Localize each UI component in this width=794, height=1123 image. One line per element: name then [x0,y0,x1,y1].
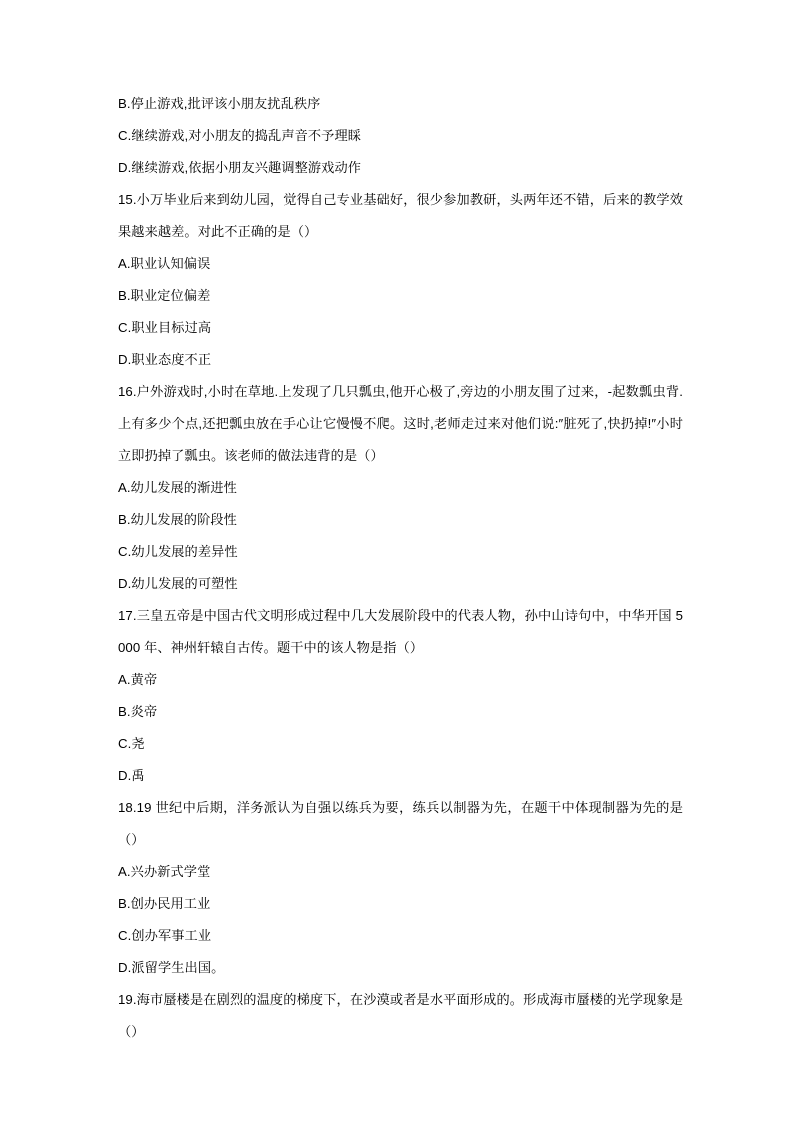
question-stem: 19.海市蜃楼是在剧烈的温度的梯度下，在沙漠或者是水平面形成的。形成海市蜃楼的光学现象是（） [118,992,683,1039]
question-block-17 [118,600,683,792]
option-line: D.幼儿发展的可塑性 [118,576,238,591]
document-body [118,88,683,1048]
option-line: D.继续游戏,依据小朋友兴趣调整游戏动作 [118,160,362,175]
question-stem: 18.19 世纪中后期，洋务派认为自强以练兵为要，练兵以制器为先，在题干中体现制器为先的是（） [118,800,683,847]
option-line: B.幼儿发展的阶段性 [118,512,237,527]
option-line: C.创办军事工业 [118,928,212,943]
question-stem: 15.小万毕业后来到幼儿园，觉得自己专业基础好，很少参加教研，头两年还不错，后来的教学效果越来越差。对此不正确的是（） [118,192,683,239]
option-line: C.继续游戏,对小朋友的捣乱声音不予理睬 [118,128,362,143]
option-line: D.禹 [118,768,145,783]
question-block-16 [118,376,683,600]
question-block-15 [118,184,683,376]
question-stem: 16.户外游戏时,小时在草地.上发现了几只瓢虫,他开心极了,旁边的小朋友围了过来，-起数瓢虫背.上有多少个点,还把瓢虫放在手心让它慢慢不爬。这时,老师走过来对他们说:″脏死了,快扔掉!″小时立即扔掉了瓢虫。该老师的做法违背的是（） [118,384,683,463]
question-block-19 [118,984,683,1048]
option-line: C.幼儿发展的差异性 [118,544,238,559]
option-line: B.停止游戏,批评该小朋友扰乱秩序 [118,96,321,111]
option-line: A.黄帝 [118,672,158,687]
option-line: D.职业态度不正 [118,352,212,367]
option-line: B.职业定位偏差 [118,288,211,303]
question-block-18 [118,792,683,984]
option-line: A.幼儿发展的渐进性 [118,480,237,495]
option-line: B.创办民用工业 [118,896,211,911]
option-line: B.炎帝 [118,704,158,719]
option-line: D.派留学生出国。 [118,960,225,975]
option-line: C.职业目标过高 [118,320,212,335]
option-line: A.兴办新式学堂 [118,864,211,879]
question-stem: 17.三皇五帝是中国古代文明形成过程中几大发展阶段中的代表人物，孙中山诗句中，中华开国 5000 年、神州轩辕自古传。题干中的该人物是指（） [118,608,683,655]
option-line: A.职业认知偏误 [118,256,211,271]
option-line: C.尧 [118,736,145,751]
question-block-continued [118,88,683,184]
